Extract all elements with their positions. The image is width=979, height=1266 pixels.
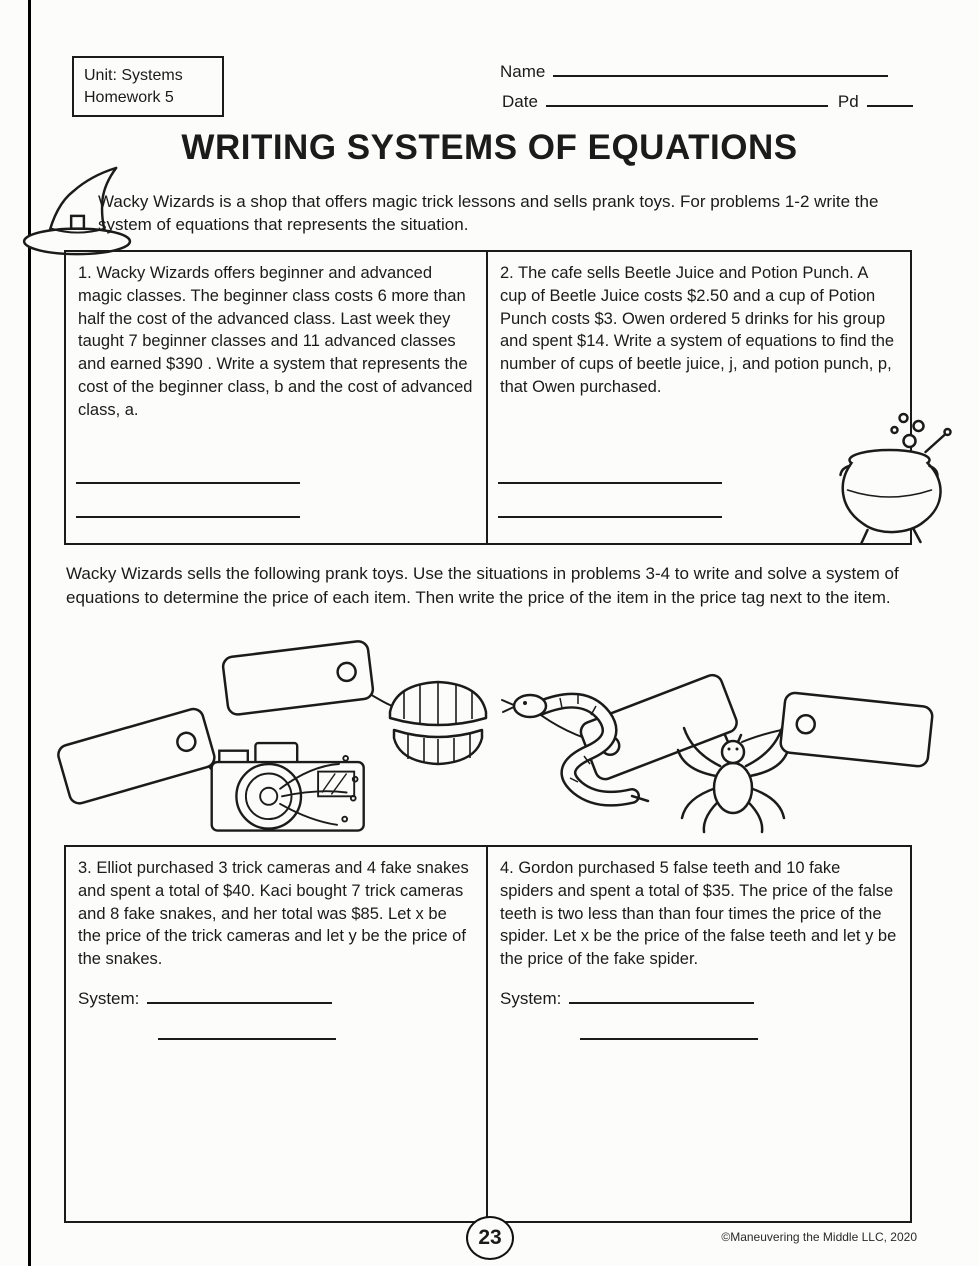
unit-label: Unit: Systems xyxy=(84,67,183,84)
problem-4-cell xyxy=(488,847,910,1221)
cauldron-icon xyxy=(830,408,958,550)
problems-1-2-box xyxy=(64,250,912,545)
unit-homework-box xyxy=(72,56,224,117)
copyright-text: ©Maneuvering the Middle LLC, 2020 xyxy=(721,1230,917,1244)
system-row xyxy=(78,987,474,1010)
homework-label: Homework 5 xyxy=(84,88,174,106)
problem-2-text: 2. The cafe sells Beetle Juice and Potion Punch. A cup of Beetle Juice costs $2.50 and a cup of Potion Punch costs $3. Owen ordered 5 drinks for his group and spent $14. Write a system of equations to find the number of cups of beetle juice, j, and potion punch, p, that Owen purchased. xyxy=(500,264,895,396)
price-tag-spider-icon xyxy=(780,692,933,767)
system-label: System: xyxy=(500,988,562,1008)
pd-label: Pd xyxy=(837,92,859,111)
middle-instructions-text: Wacky Wizards sells the following prank toys. Use the situations in problems 3-4 to write and solve a system of equations to determine the price of each item. Then write the price of the item in the price tag next to the item. xyxy=(66,564,899,607)
price-tag-camera-icon xyxy=(56,707,217,806)
squirt-camera-icon xyxy=(212,743,364,830)
page-number: 23 xyxy=(478,1226,502,1249)
answer-line xyxy=(580,1038,758,1040)
problems-3-4-box xyxy=(64,845,912,1223)
date-label: Date xyxy=(502,92,538,111)
date-blank-line xyxy=(546,92,828,107)
answer-line xyxy=(158,1038,336,1040)
system-label: System: xyxy=(78,988,140,1008)
answer-line xyxy=(76,516,300,518)
page-number-badge xyxy=(466,1216,514,1260)
problem-3-cell xyxy=(66,847,488,1221)
name-field-row xyxy=(500,62,888,82)
problem-1-cell xyxy=(66,252,488,543)
answer-line xyxy=(76,482,300,484)
price-tag-teeth-icon xyxy=(222,640,374,715)
page-title: WRITING SYSTEMS OF EQUATIONS xyxy=(181,128,798,167)
problem-1-text: 1. Wacky Wizards offers beginner and advanced magic classes. The beginner class costs 6 more than half the cost of the advanced class. Last week they taught 7 beginner classes and 11 advanced classes and earned $390 . Write a system that represents the cost of the beginner class, b and the cost of advanced class, a. xyxy=(78,264,473,419)
system-row xyxy=(500,987,898,1010)
answer-line xyxy=(498,482,722,484)
problem-4-text: 4. Gordon purchased 5 false teeth and 10 fake spiders and spent a total of $35. The price of the false teeth is two less than than four times the price of the spider. Let x be the price of the false teeth and let y be the price of the fake spider. xyxy=(500,859,897,969)
answer-line xyxy=(498,516,722,518)
date-field-row xyxy=(502,92,913,112)
intro-text: Wacky Wizards is a shop that offers magic trick lessons and sells prank toys. For problems 1-2 write the system of equations that represents the situation. xyxy=(98,192,879,235)
problem-3-text: 3. Elliot purchased 3 trick cameras and 4 fake snakes and spent a total of $40. Kaci bought 7 trick cameras and 8 fake snakes, and her total was $85. Let x be the price of the trick cameras and let y be the price of the snakes. xyxy=(78,859,469,969)
system-blank-line xyxy=(147,989,332,1004)
name-blank-line xyxy=(553,62,888,77)
system-blank-line xyxy=(569,989,754,1004)
name-label: Name xyxy=(500,62,546,81)
pd-blank-line xyxy=(867,92,913,107)
chattering-teeth-icon xyxy=(390,682,486,764)
prank-toys-illustration xyxy=(30,630,950,844)
